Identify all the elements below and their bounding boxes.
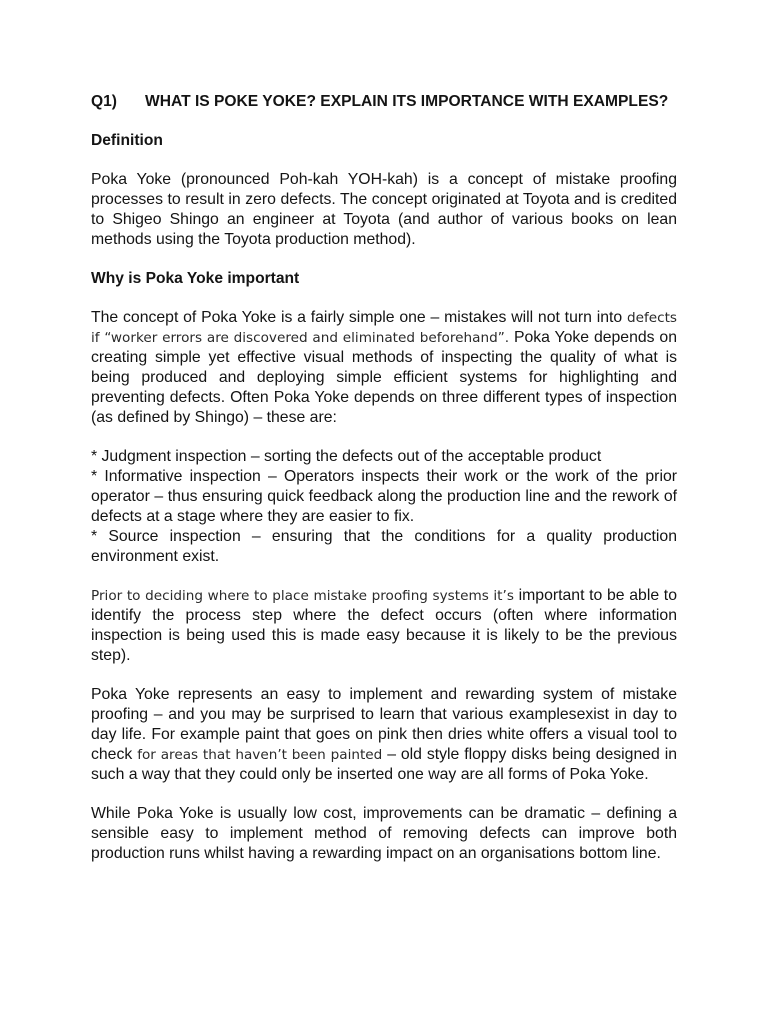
prior-paragraph [91, 586, 677, 666]
list-item: * Informative inspection – Operators inspects their work or the work of the prior operator – thus ensuring quick feedback along the production line and the rework of defects at a stage where they are easier to fix. [91, 468, 677, 525]
question-number: Q1) [91, 93, 117, 110]
inspection-types-list [91, 447, 677, 567]
example-part-c: – old style floppy disks being designed in such a way that they could only be inserted one way are all forms of Poka Yoke. [91, 746, 678, 783]
list-item: * Judgment inspection – sorting the defects out of the acceptable product [91, 448, 602, 465]
prior-part-a: Prior to deciding where to place mistake proofing systems it’s [91, 588, 514, 604]
importance-title: Why is Poka Yoke important [91, 270, 300, 287]
list-item: * Source inspection – ensuring that the conditions for a quality production environment exist. [91, 528, 677, 565]
document-page [91, 92, 677, 864]
closing-paragraph: While Poka Yoke is usually low cost, improvements can be dramatic – defining a sensible easy to implement method of removing defects can improve both production runs whilst having a rewarding impact on an organisations bottom line. [91, 805, 677, 862]
intro-part-b: defects if “worker errors are discovered and eliminated beforehand”. [91, 310, 677, 346]
intro-part-c: Poka Yoke depends on creating simple yet effective visual methods of inspecting the quality of what is being produced and deploying simple efficient systems for highlighting and preventing defects. Often Poka Yoke depends on three different types of inspection (as defined by Shingo) – these are: [91, 329, 678, 426]
question-text: WHAT IS POKE YOKE? EXPLAIN ITS IMPORTANCE WITH EXAMPLES? [145, 93, 669, 110]
definition-paragraph: Poka Yoke (pronounced Poh-kah YOH-kah) is a concept of mistake proofing processes to result in zero defects. The concept originated at Toyota and is credited to Shigeo Shingo an engineer at Toyota (and author of various books on lean methods using the Toyota production method). [91, 171, 677, 248]
example-part-b: for areas that haven’t been painted [137, 747, 383, 763]
question-heading [91, 92, 677, 112]
definition-title: Definition [91, 132, 163, 149]
example-paragraph [91, 685, 677, 785]
example-part-a: Poka Yoke represents an easy to implement and rewarding system of mistake proofing – and you may be surprised to learn that various examplesexist in day to day life. For example paint that goes on pink then dries white offers a visual tool to check [91, 686, 677, 763]
importance-intro-paragraph [91, 308, 677, 428]
intro-part-a: The concept of Poka Yoke is a fairly simple one – mistakes will not turn into [91, 309, 623, 326]
prior-part-b: important to be able to identify the process step where the defect occurs (often where information inspection is being used this is made easy because it is likely to be the previous step). [91, 587, 677, 664]
